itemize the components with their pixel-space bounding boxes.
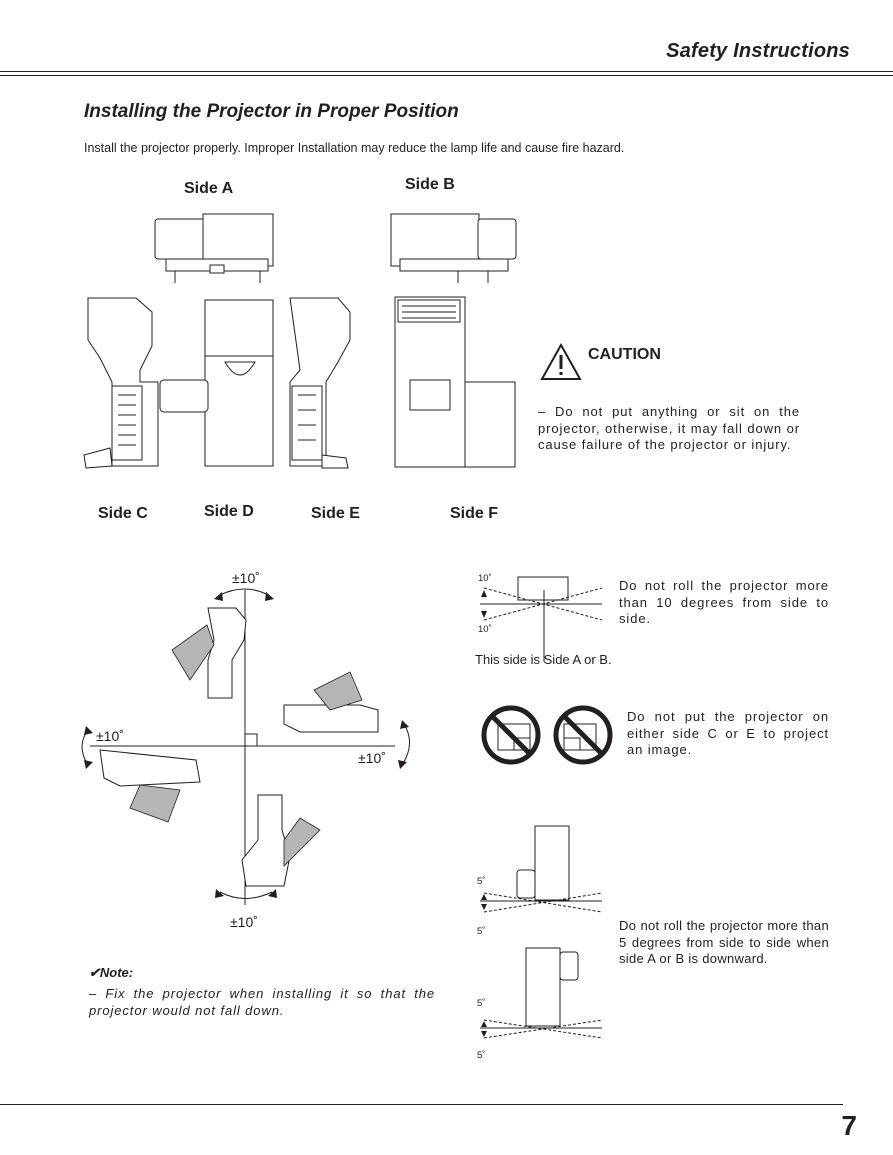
footer-rule xyxy=(0,1104,843,1105)
deg-10-bottom: 10˚ xyxy=(478,624,492,635)
angle-left: ±10˚ xyxy=(96,728,124,744)
side-d-label: Side D xyxy=(204,503,254,520)
deg-5-1: 5˚ xyxy=(477,876,486,887)
side-b-label: Side B xyxy=(405,176,455,193)
side-c-label: Side C xyxy=(98,505,148,522)
angle-right: ±10˚ xyxy=(358,750,386,766)
intro-text: Install the projector properly. Improper Installation may reduce the lamp life and cause fire hazard. xyxy=(84,141,625,155)
section-title: Installing the Projector in Proper Position xyxy=(84,101,459,122)
angle-bottom: ±10˚ xyxy=(230,914,258,930)
roll-5-text: Do not roll the projector more than 5 degrees from side to side when side A or B is downward. xyxy=(619,918,829,966)
side-e-label: Side E xyxy=(311,505,360,522)
caution-title: CAUTION xyxy=(588,346,661,363)
deg-10-top: 10˚ xyxy=(478,573,492,584)
deg-5-4: 5˚ xyxy=(477,1050,486,1061)
deg-5-2: 5˚ xyxy=(477,926,486,937)
side-a-label: Side A xyxy=(184,180,234,197)
note-text: – Fix the projector when installing it so that the projector would not fall down. xyxy=(89,986,435,1018)
roll-10-text: Do not roll the projector more than 10 degrees from side to side. xyxy=(619,578,829,626)
prohibit-text: Do not put the projector on either side C or E to project an image. xyxy=(627,709,829,757)
side-f-label: Side F xyxy=(450,505,499,522)
side-caption: This side is Side A or B. xyxy=(475,652,612,667)
caution-text: – Do not put anything or sit on the projector, otherwise, it may fall down or cause failure of the projector or injury. xyxy=(538,404,800,452)
angle-top: ±10˚ xyxy=(232,570,260,586)
page-number: 7 xyxy=(841,1110,857,1141)
deg-5-3: 5˚ xyxy=(477,998,486,1009)
header-title: Safety Instructions xyxy=(666,40,850,62)
note-title: ✔Note: xyxy=(89,965,134,980)
